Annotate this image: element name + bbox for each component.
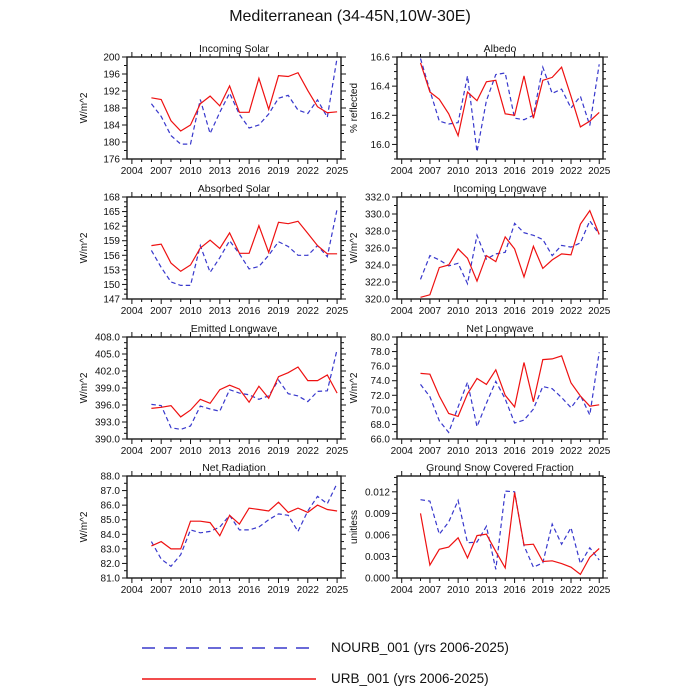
series-line-nourb_001 (151, 209, 337, 285)
subplot-title: Absorbed Solar (197, 183, 271, 195)
x-tick-label: 2025 (588, 166, 611, 177)
x-tick-label: 2013 (208, 446, 231, 457)
y-tick-label: 85.0 (100, 515, 120, 527)
y-tick-label: 83.0 (100, 544, 120, 556)
subplot-title: Net Radiation (202, 462, 266, 474)
x-tick-label: 2025 (588, 585, 611, 596)
y-tick-label: 332.0 (364, 192, 390, 204)
x-tick-label: 2007 (150, 306, 173, 317)
subplot-title: Incoming Longwave (453, 183, 547, 195)
x-tick-label: 2010 (447, 306, 470, 317)
series-line-urb_001 (151, 221, 337, 271)
y-tick-label: 399.0 (94, 383, 120, 395)
x-tick-label: 2004 (120, 446, 144, 457)
x-tick-label: 2013 (475, 306, 498, 317)
x-tick-label: 2022 (559, 166, 583, 177)
y-axis-label: W/m^2 (79, 511, 90, 543)
x-tick-label: 2013 (208, 166, 231, 177)
y-tick-label: 402.0 (94, 366, 120, 378)
plot-frame (397, 476, 603, 578)
y-axis-label: unitless (349, 510, 360, 544)
series-line-urb_001 (151, 73, 337, 131)
plot-incoming-longwave (330, 185, 630, 335)
series-line-nourb_001 (151, 350, 337, 430)
x-tick-label: 2013 (475, 585, 498, 596)
y-tick-label: 156 (103, 250, 120, 262)
y-tick-label: 66.0 (370, 434, 390, 446)
x-tick-label: 2025 (325, 446, 349, 457)
figure-title: Mediterranean (34-45N,10W-30E) (229, 8, 471, 25)
series-line-urb_001 (421, 493, 600, 575)
x-tick-label: 2004 (120, 166, 144, 177)
y-tick-label: 176 (103, 154, 120, 166)
y-tick-label: 405.0 (94, 349, 120, 361)
subplot-title: Net Longwave (466, 323, 534, 335)
y-tick-label: 162 (103, 221, 120, 233)
plot-frame (127, 197, 341, 299)
y-tick-label: 396.0 (94, 400, 120, 412)
y-tick-label: 159 (103, 236, 120, 248)
y-tick-label: 78.0 (370, 347, 390, 359)
x-tick-label: 2019 (267, 166, 290, 177)
y-tick-label: 16.6 (370, 52, 390, 64)
y-tick-label: 0.003 (364, 551, 390, 563)
y-tick-label: 328.0 (364, 226, 390, 238)
x-tick-label: 2019 (531, 166, 554, 177)
plot-net-longwave (330, 325, 630, 475)
x-tick-label: 2025 (325, 306, 349, 317)
x-tick-label: 2022 (296, 446, 319, 457)
legend-label-nourb: NOURB_001 (yrs 2006-2025) (331, 640, 509, 655)
y-tick-label: 68.0 (370, 419, 390, 431)
y-tick-label: 326.0 (364, 243, 390, 255)
plot-emitted-longwave (60, 325, 360, 475)
x-tick-label: 2007 (418, 585, 442, 596)
x-tick-label: 2007 (418, 166, 442, 177)
plot-frame (397, 197, 603, 299)
x-tick-label: 2004 (390, 585, 413, 596)
y-tick-label: 82.0 (100, 558, 120, 570)
x-tick-label: 2022 (559, 585, 583, 596)
x-tick-label: 2004 (120, 306, 144, 317)
legend-line-dashed-icon (140, 643, 318, 653)
y-tick-label: 390.0 (94, 434, 120, 446)
y-tick-label: 408.0 (94, 332, 120, 344)
x-tick-label: 2004 (390, 306, 413, 317)
x-tick-label: 2007 (418, 306, 442, 317)
x-tick-label: 2016 (503, 166, 526, 177)
series-line-urb_001 (151, 367, 337, 417)
y-tick-label: 16.4 (370, 81, 390, 93)
y-tick-label: 0.009 (364, 508, 390, 520)
y-tick-label: 0.006 (364, 530, 390, 542)
x-tick-label: 2010 (179, 166, 202, 177)
y-tick-label: 184 (103, 120, 120, 132)
y-tick-label: 192 (103, 86, 120, 98)
x-tick-label: 2016 (503, 446, 526, 457)
plot-net-radiation (60, 464, 360, 614)
y-tick-label: 320.0 (364, 294, 390, 306)
x-tick-label: 2016 (238, 306, 261, 317)
y-tick-label: 81.0 (100, 573, 120, 585)
x-tick-label: 2016 (238, 166, 261, 177)
x-tick-label: 2010 (179, 306, 202, 317)
y-axis-label: W/m^2 (349, 232, 360, 264)
subplot-title: Ground Snow Covered Fraction (426, 462, 574, 474)
y-tick-label: 180 (103, 137, 120, 149)
x-tick-label: 2004 (390, 446, 413, 457)
x-tick-label: 2010 (447, 166, 470, 177)
x-tick-label: 2010 (179, 446, 202, 457)
y-tick-label: 87.0 (100, 486, 120, 498)
x-tick-label: 2019 (267, 306, 290, 317)
y-tick-label: 84.0 (100, 529, 120, 541)
y-tick-label: 0.012 (364, 487, 390, 499)
legend (140, 632, 509, 694)
subplot-title: Incoming Solar (198, 43, 270, 55)
series-line-urb_001 (421, 356, 600, 417)
x-tick-label: 2019 (531, 585, 554, 596)
x-tick-label: 2016 (503, 585, 526, 596)
y-axis-label: % reflected (349, 82, 360, 134)
x-tick-label: 2025 (588, 306, 611, 317)
x-tick-label: 2025 (325, 166, 349, 177)
legend-label-urb: URB_001 (yrs 2006-2025) (331, 671, 489, 686)
y-tick-label: 70.0 (370, 405, 390, 417)
x-tick-label: 2025 (325, 585, 349, 596)
y-tick-label: 324.0 (364, 260, 390, 272)
y-tick-label: 80.0 (370, 332, 390, 344)
plot-albedo (330, 45, 630, 195)
y-tick-label: 330.0 (364, 209, 390, 221)
y-tick-label: 188 (103, 103, 120, 115)
legend-line-solid-icon (140, 674, 318, 684)
y-axis-label: W/m^2 (79, 92, 90, 124)
series-line-nourb_001 (421, 59, 600, 152)
x-tick-label: 2022 (559, 306, 583, 317)
y-tick-label: 150 (103, 279, 120, 291)
x-tick-label: 2013 (475, 166, 498, 177)
x-tick-label: 2007 (150, 166, 173, 177)
y-tick-label: 72.0 (370, 390, 390, 402)
plot-frame (127, 57, 341, 159)
y-tick-label: 0.000 (364, 573, 390, 585)
x-tick-label: 2010 (447, 446, 470, 457)
plot-frame (127, 337, 341, 439)
plot-ground-snow-covered-fraction (330, 464, 630, 614)
y-tick-label: 200 (103, 52, 120, 64)
subplot-title: Emitted Longwave (190, 323, 278, 335)
x-tick-label: 2013 (475, 446, 498, 457)
x-tick-label: 2007 (150, 585, 173, 596)
y-tick-label: 16.0 (370, 139, 390, 151)
y-axis-label: W/m^2 (349, 372, 360, 404)
y-tick-label: 168 (103, 192, 120, 204)
plot-frame (397, 57, 603, 159)
x-tick-label: 2004 (390, 166, 413, 177)
y-tick-label: 322.0 (364, 277, 390, 289)
x-tick-label: 2019 (267, 446, 290, 457)
series-line-urb_001 (421, 63, 600, 136)
series-line-nourb_001 (421, 352, 600, 432)
series-line-nourb_001 (151, 58, 337, 144)
plot-incoming-solar (60, 45, 360, 195)
legend-entry-urb (140, 663, 509, 694)
x-tick-label: 2010 (447, 585, 470, 596)
x-tick-label: 2022 (559, 446, 583, 457)
series-line-nourb_001 (151, 483, 337, 566)
x-tick-label: 2025 (588, 446, 611, 457)
subplot-title: Albedo (483, 43, 517, 55)
x-tick-label: 2007 (418, 446, 442, 457)
x-tick-label: 2007 (150, 446, 173, 457)
x-tick-label: 2010 (179, 585, 202, 596)
x-tick-label: 2022 (296, 166, 319, 177)
x-tick-label: 2016 (238, 585, 261, 596)
y-tick-label: 86.0 (100, 500, 120, 512)
x-tick-label: 2022 (296, 585, 319, 596)
x-tick-label: 2016 (503, 306, 526, 317)
plot-absorbed-solar (60, 185, 360, 335)
y-tick-label: 76.0 (370, 361, 390, 373)
x-tick-label: 2019 (267, 585, 290, 596)
y-tick-label: 393.0 (94, 417, 120, 429)
series-line-urb_001 (421, 211, 600, 298)
y-axis-label: W/m^2 (79, 372, 90, 404)
x-tick-label: 2016 (238, 446, 261, 457)
plot-frame (127, 476, 341, 578)
x-tick-label: 2013 (208, 306, 231, 317)
x-tick-label: 2004 (120, 585, 144, 596)
y-axis-label: W/m^2 (79, 232, 90, 264)
x-tick-label: 2013 (208, 585, 231, 596)
y-tick-label: 153 (103, 265, 120, 277)
y-tick-label: 88.0 (100, 471, 120, 483)
y-tick-label: 147 (103, 294, 120, 306)
x-tick-label: 2022 (296, 306, 319, 317)
y-tick-label: 16.2 (370, 110, 390, 122)
y-tick-label: 74.0 (370, 376, 390, 388)
legend-entry-nourb (140, 632, 509, 663)
x-tick-label: 2019 (531, 306, 554, 317)
y-tick-label: 165 (103, 207, 120, 219)
y-tick-label: 196 (103, 69, 120, 81)
x-tick-label: 2019 (531, 446, 554, 457)
